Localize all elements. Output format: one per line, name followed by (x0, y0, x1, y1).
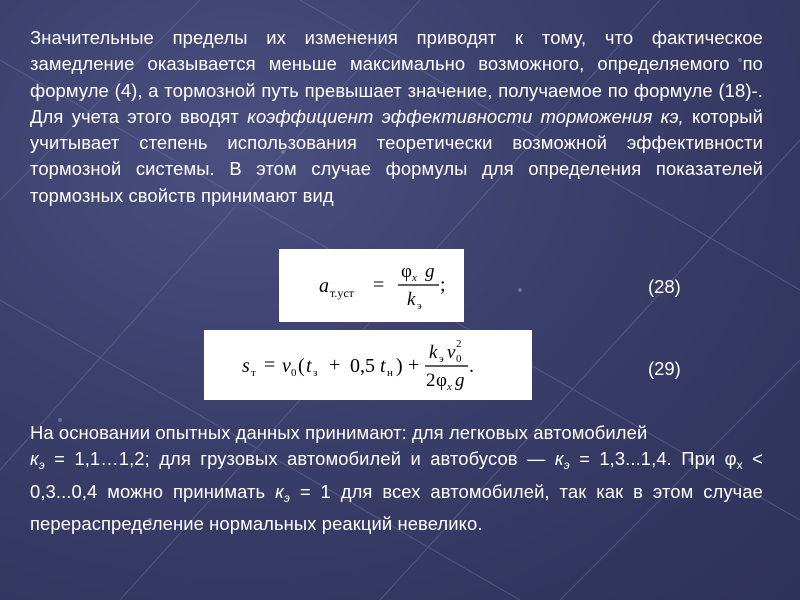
f28-num-phi: φ (401, 261, 412, 282)
k-coef-3-sub: э (283, 490, 290, 505)
formula-29-box (204, 330, 532, 400)
formula-28-box (279, 249, 464, 322)
f29-num-k-sub: э (439, 353, 444, 365)
f28-lhs-sub: т.уст (330, 286, 354, 300)
f29-num-k: k (429, 342, 438, 363)
f29-open-paren: ( (298, 355, 305, 377)
f28-den-k: k (407, 289, 416, 310)
f28-num-g: g (425, 261, 435, 282)
f29-t: t (306, 355, 312, 377)
conclusion-text-3: = 1,3...1,4. При φ (569, 448, 737, 470)
f28-tail: ; (440, 274, 446, 296)
k-coef-2: к (554, 448, 564, 470)
f28-num-phi-sub: x (412, 272, 417, 284)
formula-29 (204, 330, 532, 400)
f29-den-g: g (455, 370, 465, 391)
intro-paragraph (30, 25, 763, 209)
f29-v0: v (282, 355, 291, 377)
f28-eq: = (373, 274, 385, 296)
f29-coef: 0,5 (350, 355, 375, 377)
f29-tail: . (469, 355, 474, 377)
f29-plus1: + (329, 354, 341, 376)
intro-text-part1: Значительные пределы их изменения приводят к тому, что фактическое замедление оказывается меньше максимально возможного, определяемого по формуле (4), а тормозной путь превышает значение, получаемое по формуле (18)-. Для учета этого вводят (30, 27, 763, 127)
f29-eq: = (264, 354, 276, 376)
k-coef-1: к (30, 448, 39, 470)
formula-29-number: (29) (648, 358, 681, 379)
f29-num-v-sub: 0 (456, 353, 462, 365)
f29-lhs-sub: т (251, 367, 256, 379)
conclusion-text-5: = 1 для всех автомобилей, так как в этом случае перераспределение нормальных реакций невелико. (30, 480, 763, 534)
f29-num-v: v (447, 342, 456, 363)
f29-t-sub: з (313, 367, 318, 379)
intro-emphasis: коэффициент эффективности торможения кэ, (247, 105, 684, 127)
f29-close-paren: ) (396, 355, 403, 377)
f28-lhs: a (319, 275, 329, 297)
conclusion-text-2: = 1,1…1,2; для грузовых автомобилей и автобусов — (44, 448, 555, 470)
f28-den-k-sub: э (417, 300, 422, 312)
k-coef-2-sub: э (563, 458, 570, 473)
f29-den-phi-sub: x (447, 381, 452, 393)
intro-text-part2: который учитывает степень использования теоретически возможной эффективности тормозной системы. В этом случае формулы для определения показателей тормозных свойств принимают вид (30, 105, 763, 206)
k-coef-1-sub: э (38, 458, 45, 473)
f29-t2-sub: н (387, 367, 393, 379)
formula-28-number: (28) (648, 276, 681, 297)
f29-den-phi: φ (436, 370, 447, 391)
f29-plus2: + (408, 354, 420, 376)
phi-sub: x (736, 458, 743, 473)
conclusion-paragraph (30, 420, 763, 537)
f29-lhs: s (242, 355, 250, 377)
conclusion-text-1: На основании опытных данных принимают: для легковых автомобилей (30, 422, 648, 443)
f29-num-v-sup: 2 (456, 338, 462, 350)
f29-v0-sub: 0 (291, 367, 297, 379)
f29-t2: t (380, 355, 386, 377)
formula-28 (279, 249, 464, 322)
f29-den-2: 2 (426, 370, 436, 391)
k-coef-3: к (275, 480, 284, 502)
conclusion-text-4: < 0,3...0,4 можно принимать (30, 448, 763, 502)
